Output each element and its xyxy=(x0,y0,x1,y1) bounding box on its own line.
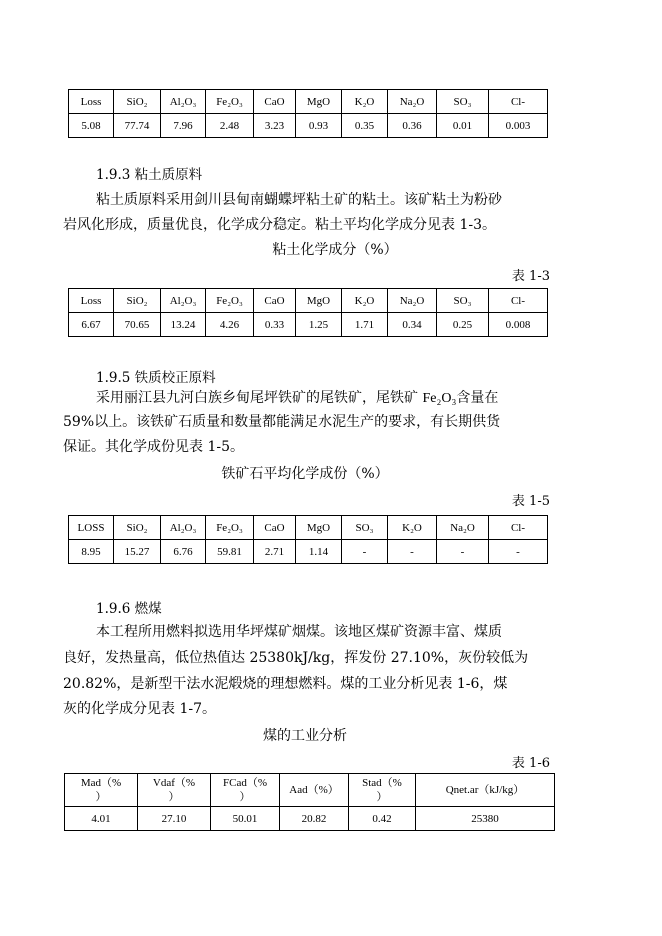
table-clay-composition xyxy=(68,288,548,337)
value-cell: 2.48 xyxy=(206,114,254,138)
header-cell: MgO xyxy=(296,289,342,313)
value-cell: 0.003 xyxy=(489,114,548,138)
header-text: Aad（%） xyxy=(289,784,339,796)
table-header-row xyxy=(69,516,548,540)
value-cell: 4.26 xyxy=(206,313,254,337)
value-cell: 6.76 xyxy=(161,540,206,564)
header-text: FCad（% xyxy=(223,777,267,789)
paragraph-line xyxy=(96,386,498,411)
value-cell: - xyxy=(342,540,388,564)
value-cell: 0.25 xyxy=(437,313,489,337)
header-text: ） xyxy=(95,791,107,803)
header-text: Mad（% xyxy=(80,777,122,789)
value-cell: 4.01 xyxy=(65,807,138,831)
header-cell: CaO xyxy=(254,90,296,114)
header-cell: MgO xyxy=(296,90,342,114)
header-cell: K₂O xyxy=(342,289,388,313)
value-cell: 0.34 xyxy=(388,313,437,337)
header-cell: Loss xyxy=(69,289,114,313)
table-title-iron: 铁矿石平均化学成份（%） xyxy=(221,466,389,482)
table-iron-composition xyxy=(68,515,548,564)
header-cell: SiO₂ xyxy=(114,289,161,313)
header-text: ） xyxy=(168,791,180,803)
header-cell: Na₂O xyxy=(437,516,489,540)
table-raw-material-1 xyxy=(68,89,548,138)
header-text: Stad（% xyxy=(362,777,402,789)
header-cell: Na₂O xyxy=(388,90,437,114)
value-cell: 25380 xyxy=(416,807,555,831)
table-header-row xyxy=(69,289,548,313)
paragraph-line: 粘土质原料采用剑川县甸南蝴蝶坪粘土矿的粘土。该矿粘土为粉砂 xyxy=(96,192,502,208)
value-cell: 0.33 xyxy=(254,313,296,337)
value-cell: 0.008 xyxy=(489,313,548,337)
section-heading-196: 1.9.6 燃煤 xyxy=(96,601,162,617)
paragraph-line: 本工程所用燃料拟选用华坪煤矿烟煤。该地区煤矿资源丰富、煤质 xyxy=(96,624,502,640)
table-label-1-3: 表 1-3 xyxy=(511,269,550,284)
value-cell: 0.35 xyxy=(342,114,388,138)
value-cell: 0.01 xyxy=(437,114,489,138)
table-row xyxy=(69,313,548,337)
value-cell: 15.27 xyxy=(114,540,161,564)
header-text: Vdaf（% xyxy=(152,777,196,789)
table-row xyxy=(69,114,548,138)
header-cell: CaO xyxy=(254,289,296,313)
value-cell: 8.95 xyxy=(69,540,114,564)
table-title-coal: 煤的工业分析 xyxy=(263,728,347,744)
value-cell: 50.01 xyxy=(211,807,280,831)
table-title-clay: 粘土化学成分（%） xyxy=(272,242,398,258)
header-cell: Loss xyxy=(69,90,114,114)
header-cell xyxy=(65,774,138,807)
header-cell xyxy=(280,774,349,807)
section-heading-195: 1.9.5 铁质校正原料 xyxy=(96,370,216,386)
value-cell: 7.96 xyxy=(161,114,206,138)
paragraph-text: 采用丽江县九河白族乡甸尾坪铁矿的尾铁矿，尾铁矿 xyxy=(96,390,423,406)
paragraph-line: 20.82%，是新型干法水泥煅烧的理想燃料。煤的工业分析见表 1-6，煤 xyxy=(63,676,508,692)
value-cell: 1.25 xyxy=(296,313,342,337)
header-cell: Al₂O₃ xyxy=(161,516,206,540)
header-cell: SO₃ xyxy=(342,516,388,540)
paragraph-line: 保证。其化学成份见表 1-5。 xyxy=(63,439,244,455)
value-cell: 3.23 xyxy=(254,114,296,138)
value-cell: 2.71 xyxy=(254,540,296,564)
header-text: Qnet.ar（kJ/kg） xyxy=(445,784,525,796)
value-cell: 6.67 xyxy=(69,313,114,337)
value-cell: 77.74 xyxy=(114,114,161,138)
value-cell: - xyxy=(489,540,548,564)
table-row xyxy=(69,540,548,564)
value-cell: 0.42 xyxy=(349,807,416,831)
value-cell: 59.81 xyxy=(206,540,254,564)
header-cell: Fe₂O₃ xyxy=(206,516,254,540)
header-cell xyxy=(138,774,211,807)
value-cell: 1.71 xyxy=(342,313,388,337)
header-cell: Al₂O₃ xyxy=(161,90,206,114)
section-heading-193: 1.9.3 粘土质原料 xyxy=(96,167,203,183)
value-cell: 1.14 xyxy=(296,540,342,564)
paragraph-line: 59%以上。该铁矿石质量和数量都能满足水泥生产的要求，有长期供货 xyxy=(63,414,501,430)
value-cell: 27.10 xyxy=(138,807,211,831)
table-row xyxy=(65,807,555,831)
header-cell: CaO xyxy=(254,516,296,540)
header-cell: SiO₂ xyxy=(114,90,161,114)
header-cell: K₂O xyxy=(388,516,437,540)
header-text: ） xyxy=(376,791,388,803)
header-cell: SiO₂ xyxy=(114,516,161,540)
header-cell xyxy=(416,774,555,807)
header-cell: SO₃ xyxy=(437,289,489,313)
value-cell: 13.24 xyxy=(161,313,206,337)
header-cell: Cl- xyxy=(489,90,548,114)
header-cell xyxy=(349,774,416,807)
value-cell: - xyxy=(388,540,437,564)
table-header-row xyxy=(69,90,548,114)
header-cell: Cl- xyxy=(489,289,548,313)
formula-fe2o3: Fe₂O₃ xyxy=(422,391,457,406)
paragraph-text: 含量在 xyxy=(456,390,499,406)
paragraph-line: 良好，发热量高，低位热值达 25380kJ/kg，挥发份 27.10%，灰份较低为 xyxy=(63,650,529,666)
header-cell: MgO xyxy=(296,516,342,540)
header-cell: Fe₂O₃ xyxy=(206,289,254,313)
table-coal-analysis xyxy=(64,773,555,831)
value-cell: 20.82 xyxy=(280,807,349,831)
header-cell: K₂O xyxy=(342,90,388,114)
header-text: ） xyxy=(239,791,251,803)
header-cell: Cl- xyxy=(489,516,548,540)
table-header-row xyxy=(65,774,555,807)
value-cell: 5.08 xyxy=(69,114,114,138)
header-cell: LOSS xyxy=(69,516,114,540)
paragraph-line: 灰的化学成分见表 1-7。 xyxy=(63,701,216,717)
table-label-1-5: 表 1-5 xyxy=(511,494,550,509)
value-cell: 0.36 xyxy=(388,114,437,138)
value-cell: 0.93 xyxy=(296,114,342,138)
header-cell: SO₃ xyxy=(437,90,489,114)
header-cell: Al₂O₃ xyxy=(161,289,206,313)
value-cell: 70.65 xyxy=(114,313,161,337)
table-label-1-6: 表 1-6 xyxy=(511,756,550,771)
paragraph-line: 岩风化形成，质量优良，化学成分稳定。粘土平均化学成分见表 1-3。 xyxy=(63,217,496,233)
header-cell xyxy=(211,774,280,807)
value-cell: - xyxy=(437,540,489,564)
header-cell: Fe₂O₃ xyxy=(206,90,254,114)
header-cell: Na₂O xyxy=(388,289,437,313)
